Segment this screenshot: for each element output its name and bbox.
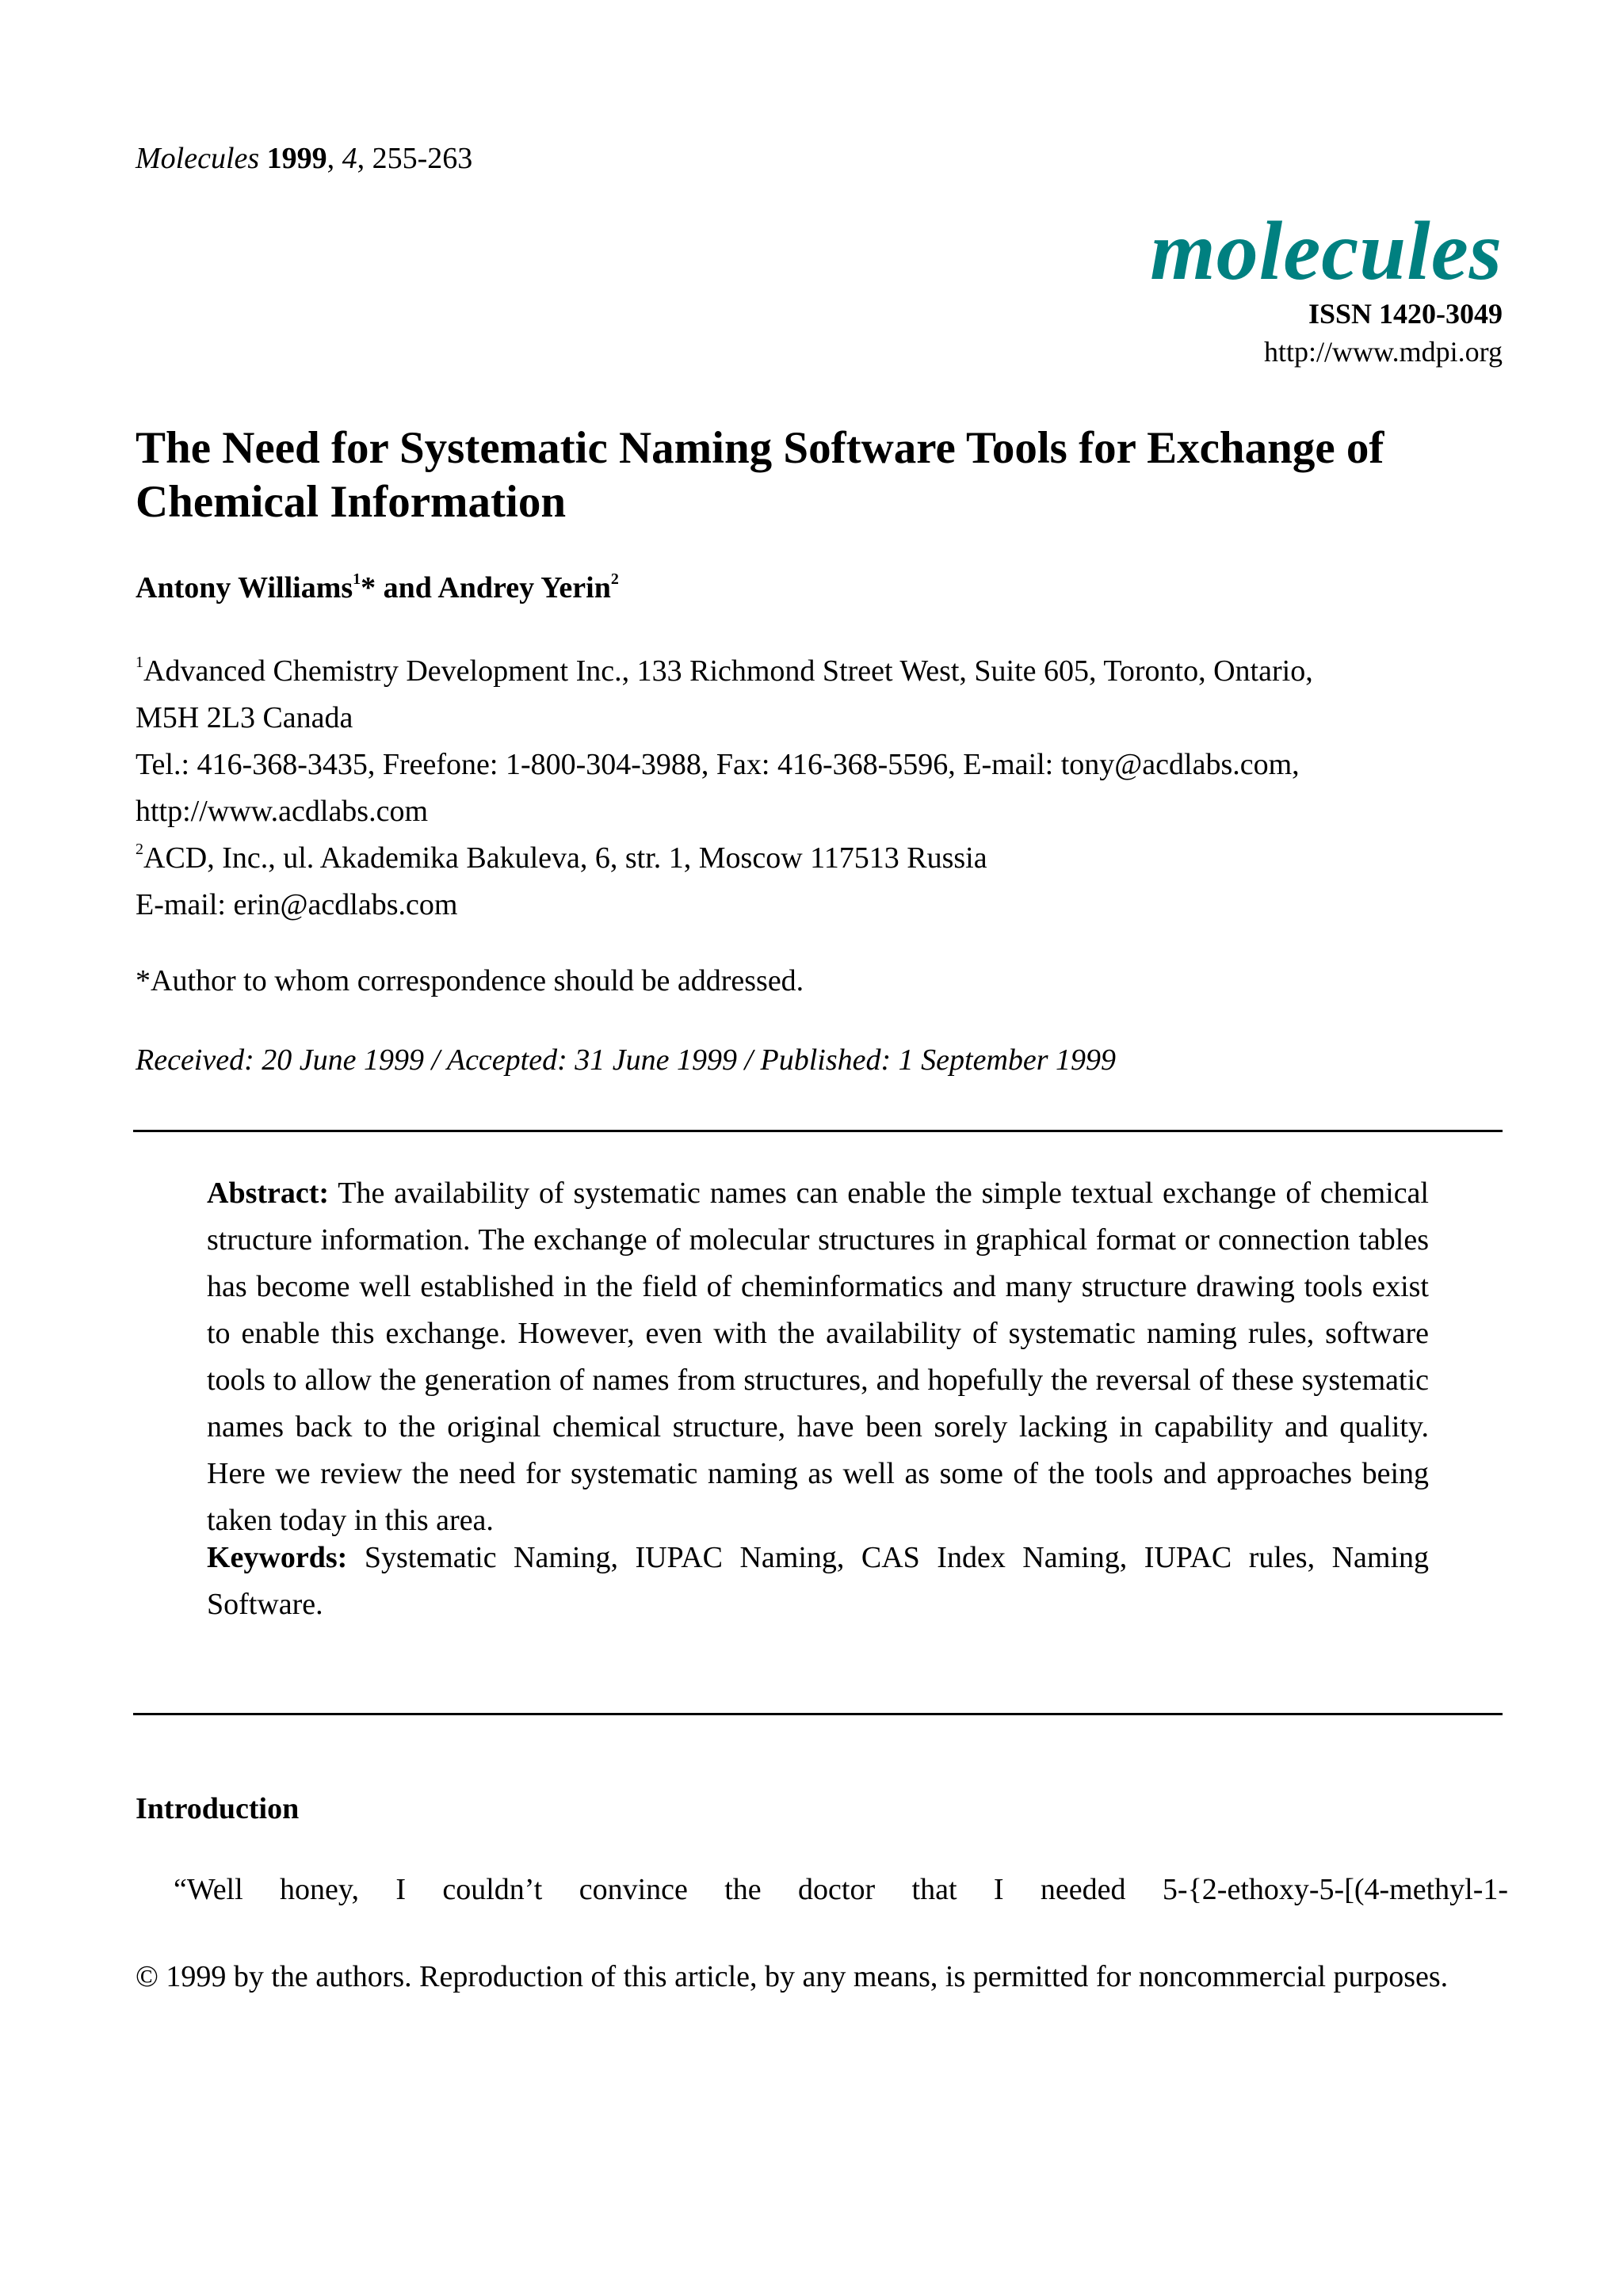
- affiliation-2-email[interactable]: E-mail: erin@acdlabs.com: [136, 888, 458, 921]
- keywords-text: Systematic Naming, IUPAC Naming, CAS Index Naming, IUPAC rules, Naming Software.: [207, 1541, 1430, 1621]
- author-name: Andrey Yerin: [437, 571, 611, 605]
- intro-paragraph: “Well honey, I couldn’t convince the doctor that I needed 5-{2-ethoxy-5-[(4-methyl-1-: [174, 1873, 1508, 1906]
- article-title: The Need for Systematic Naming Software Tools for Exchange of Chemical Information: [136, 423, 1384, 527]
- author-separator: and: [376, 571, 438, 605]
- journal-citation: Molecules 1999, 4, 255-263: [136, 142, 473, 175]
- affiliation-1-contact: Tel.: 416-368-3435, Freefone: 1-800-304-3988, Fax: 416-368-5596, E-mail: tony@acdlabs.com,: [136, 748, 1300, 781]
- abstract-label: Abstract:: [207, 1177, 330, 1210]
- keywords: [207, 1535, 1429, 1628]
- author-name: Antony Williams: [136, 571, 353, 605]
- page-range: 255-263: [372, 142, 473, 175]
- divider-top: [133, 1130, 1503, 1132]
- corresponding-mark: *: [361, 571, 376, 605]
- affiliation-marker: 1: [353, 570, 361, 588]
- author-list: [136, 569, 619, 607]
- section-heading: Introduction: [136, 1792, 300, 1825]
- affiliations: [136, 648, 1514, 929]
- affiliation-marker: 2: [610, 570, 619, 588]
- journal-name: Molecules: [136, 142, 260, 175]
- publication-year: 1999: [266, 142, 327, 175]
- correspondence-note: *Author to whom correspondence should be addressed.: [136, 964, 804, 997]
- journal-logo: molecules: [1150, 204, 1503, 297]
- affiliation-1-line: $^1$Advanced Chemistry Development Inc., 133 Richmond Street West, Suite 605, Toronto, Ontario,: [136, 654, 1313, 688]
- copyright-notice: © 1999 by the authors. Reproduction of this article, by any means, is permitted for noncommercial purposes.: [136, 1960, 1449, 1993]
- affiliation-1-website[interactable]: http://www.acdlabs.com: [136, 795, 429, 828]
- abstract: [207, 1170, 1429, 1544]
- affiliation-marker: 2: [136, 841, 143, 858]
- affiliation-marker: 1: [136, 654, 143, 671]
- keywords-label: Keywords:: [207, 1541, 348, 1574]
- volume-number: 4: [342, 142, 357, 175]
- issn-number: ISSN 1420-3049: [1308, 298, 1503, 330]
- divider-bottom: [133, 1713, 1503, 1715]
- affiliation-2-line: $^2$ACD, Inc., ul. Akademika Bakuleva, 6, str. 1, Moscow 117513 Russia: [136, 841, 987, 875]
- abstract-text: The availability of systematic names can enable the simple textual exchange of chemical structure information. The exchange of molecular structures in graphical format or connection tables has become well established in the field of cheminformatics and many structure drawing tools exist to enable this exchange. However, even with the availability of systematic naming rules, software tools to allow the generation of names from structures, and hopefully the reversal of these systematic names back to the original chemical structure, have been sorely lacking in capability and quality. Here we review the need for systematic naming as well as some of the tools and approaches being taken today in this area.: [207, 1177, 1429, 1537]
- affiliation-1-line: M5H 2L3 Canada: [136, 701, 353, 734]
- journal-url[interactable]: http://www.mdpi.org: [1263, 336, 1503, 368]
- publication-dates: Received: 20 June 1999 / Accepted: 31 June 1999 / Published: 1 September 1999: [136, 1043, 1117, 1077]
